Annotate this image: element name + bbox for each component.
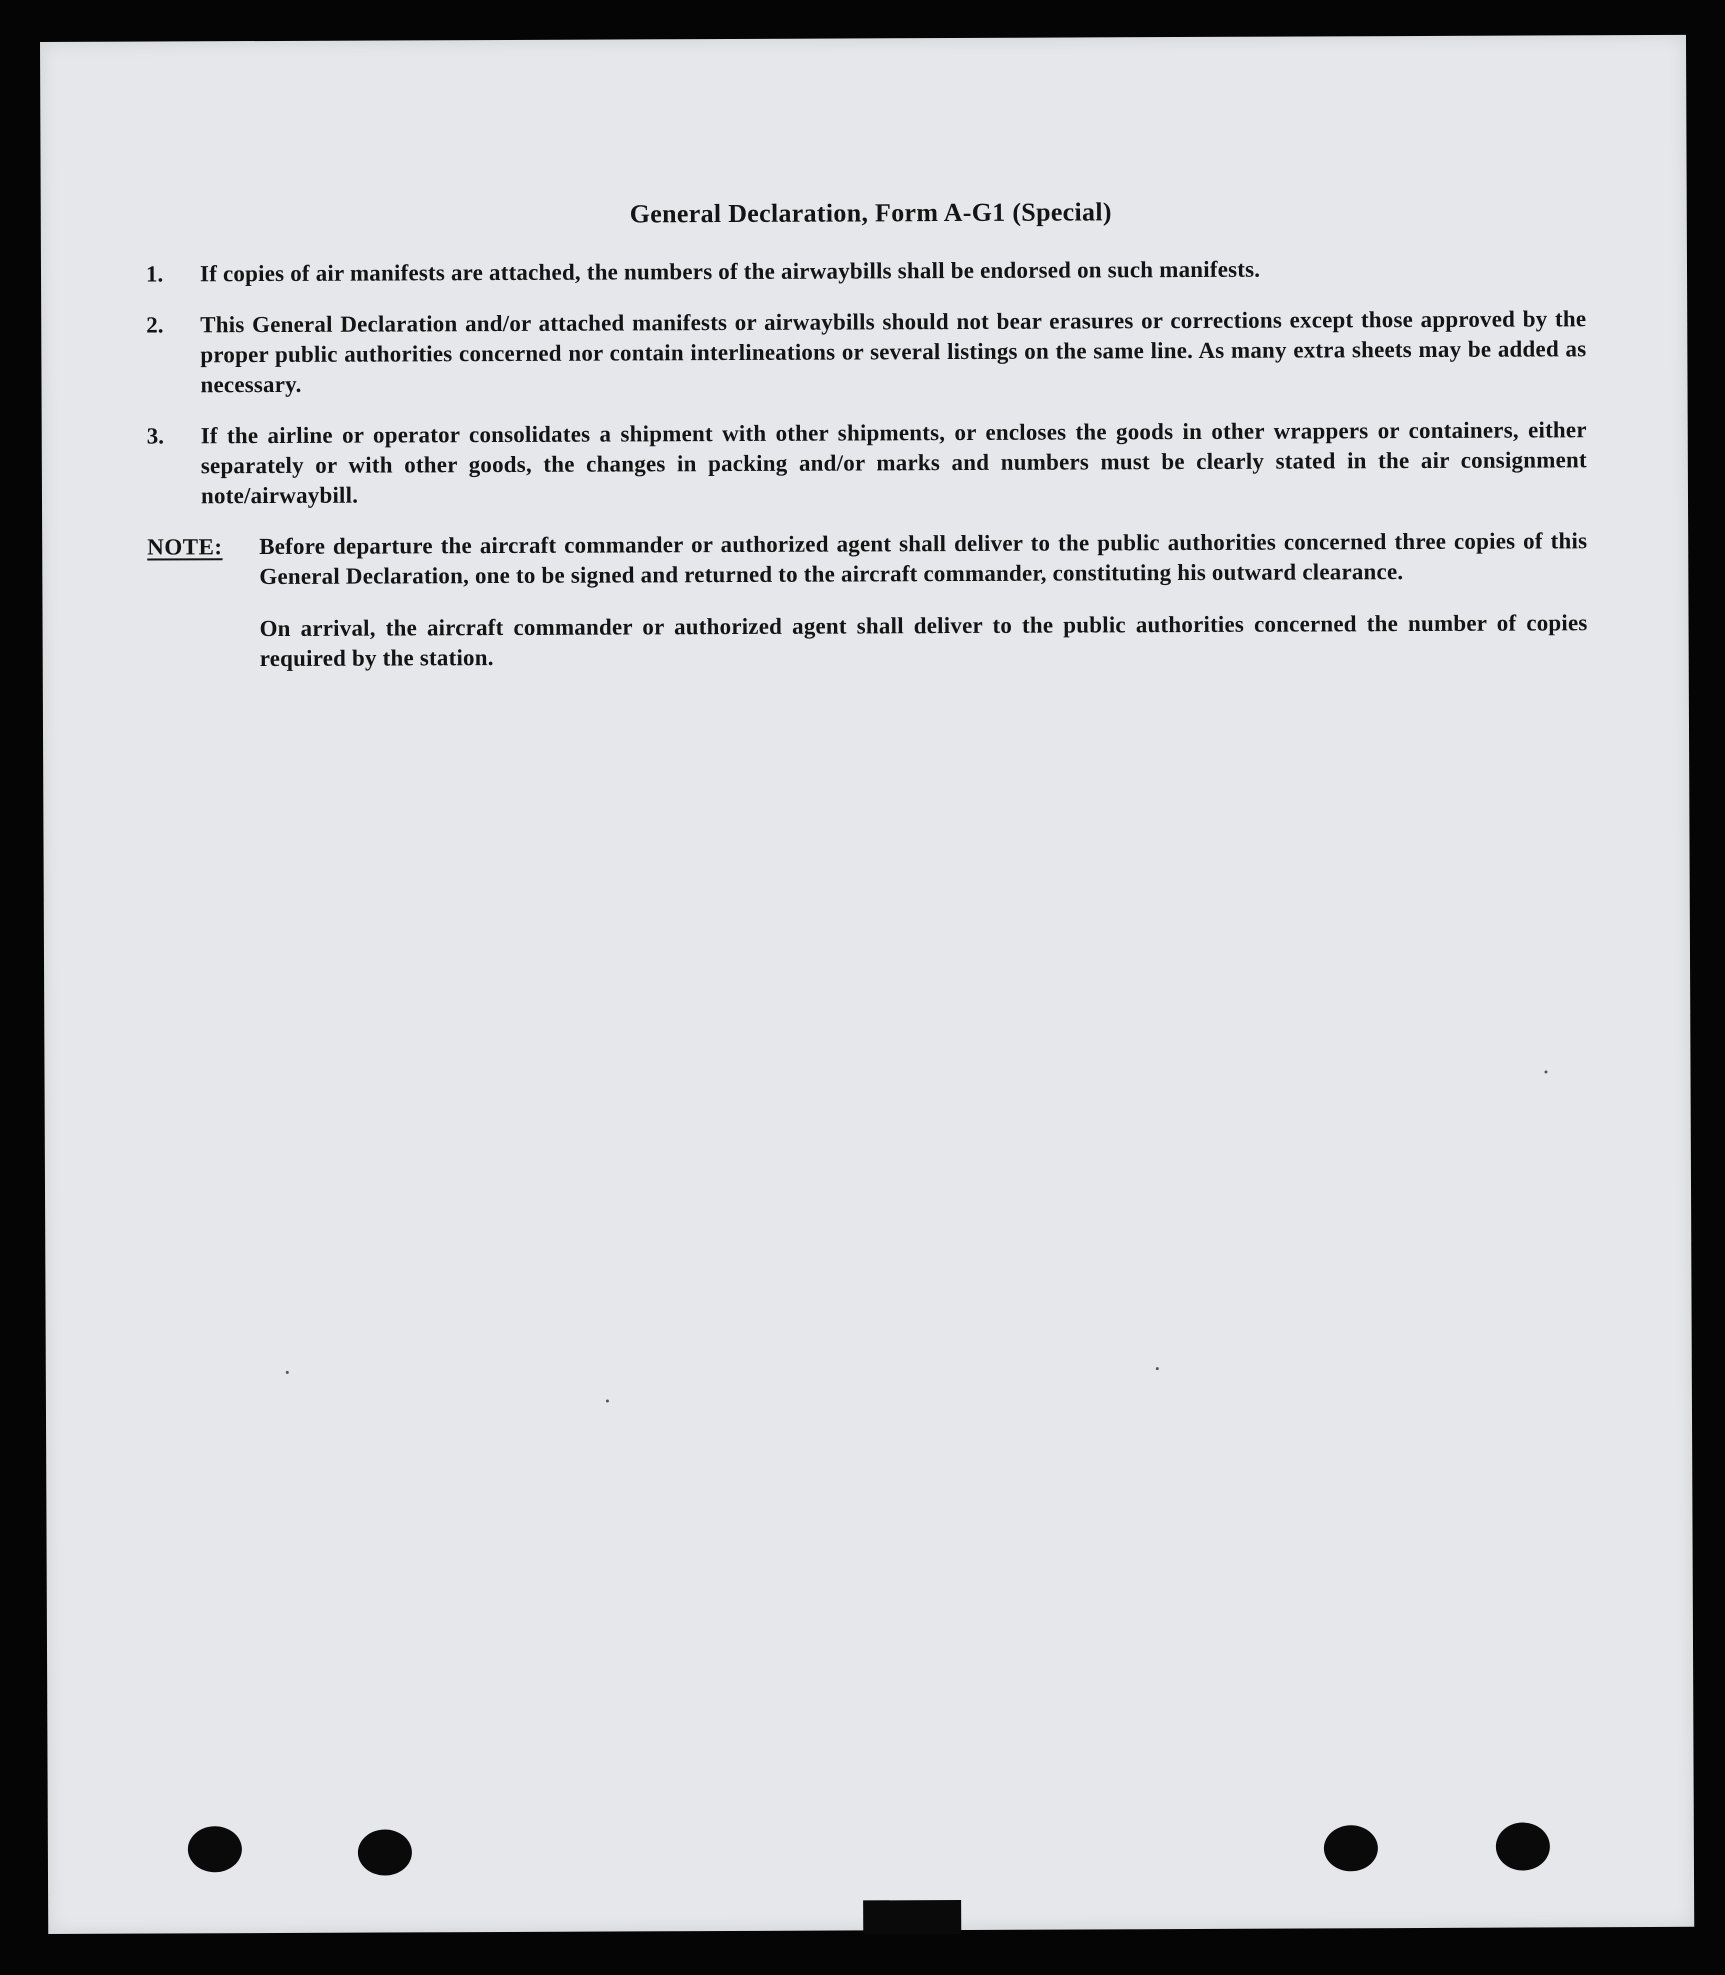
note-body [259,526,1588,696]
item-number: 1. [145,261,164,287]
item-text: This General Declaration and/or attached manifests or airwaybills should not bear erasures or corrections except those approved by the proper public authorities concerned nor contain interlineations or several listings on the same line. As many extra sheets may be added as necessary. [200,306,1587,398]
list-item [147,415,1587,511]
paper-sheet [40,35,1694,1934]
binder-notch [863,1900,961,1934]
list-item [146,253,1586,289]
punch-hole [188,1826,242,1872]
item-number: 2. [146,312,164,338]
document-title: General Declaration, Form A-G1 (Special) [629,197,1112,229]
punch-hole [1496,1822,1550,1870]
note-paragraph: On arrival, the aircraft commander or authorized agent shall deliver to the public authorities concerned the number of copies required by the station. [259,610,1588,672]
document-content [146,195,1588,696]
punch-hole [1324,1825,1378,1871]
note-section [147,526,1588,696]
item-text: If copies of air manifests are attached, the numbers of the airwaybills shall be endorsed on such manifests. [199,256,1261,287]
dust-speck [1156,1367,1159,1370]
item-number: 3. [146,423,165,449]
note-label: NOTE: [147,534,223,560]
dust-speck [1545,1070,1548,1073]
punch-hole [358,1829,412,1875]
item-text: If the airline or operator consolidates a shipment with other shipments, or encloses the goods in other wrappers or containers, either separately or with other goods, the changes in packing and/or marks and numbers must be clearly stated in the air consignment note/airwaybill. [200,417,1587,509]
list-item [146,304,1586,400]
dust-speck [286,1371,289,1374]
note-paragraph: Before departure the aircraft commander or authorized agent shall deliver to the public authorities concerned three copies of this General Declaration, one to be signed and returned to the aircraft commander, constituting his outward clearance. [259,528,1588,590]
dust-speck [606,1400,609,1403]
